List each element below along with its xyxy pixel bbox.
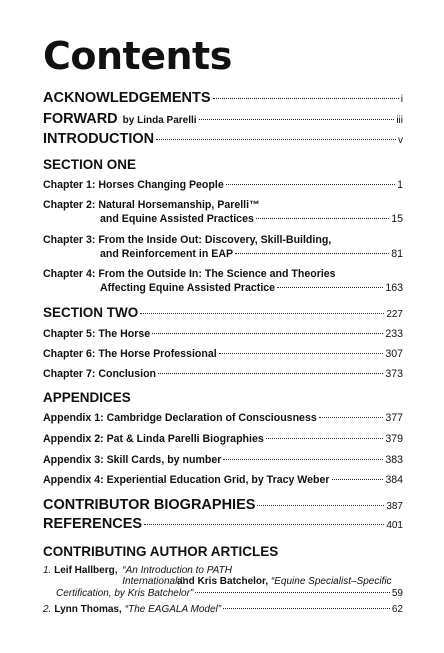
page-number: 163 [385,282,403,294]
page-number: 1 [397,179,403,191]
leader-dots [256,218,389,219]
entry-label: Chapter 1: Horses Changing People [43,179,224,191]
toc-entry-chapter-3[interactable] [43,248,403,260]
toc-entry-forward[interactable] [43,111,403,127]
toc-entry-acknowledgements[interactable] [43,90,403,106]
article-number: 1. [43,565,52,576]
leader-dots [223,459,383,460]
leader-dots [213,98,399,99]
page-number: 59 [391,588,403,599]
entry-label-continued: Affecting Equine Assisted Practice [100,282,276,294]
toc-entry-chapter-1[interactable] [43,179,403,191]
page-number: 15 [391,213,403,225]
toc-entry-chapter-4[interactable] [43,282,403,294]
leader-dots [266,438,384,439]
page-number: 401 [386,520,403,531]
leader-dots [223,608,390,609]
page-title: Contents [43,34,232,78]
page-number: i [400,94,403,105]
entry-label: Appendix 3: Skill Cards, by number [43,454,222,466]
toc-entry-appendix-1[interactable] [43,412,403,424]
toc-entry-contributor-biographies[interactable] [43,497,403,513]
page-number: 387 [386,501,403,512]
page-number: 377 [385,412,403,424]
article-title-2: “Equine Specialist–Specific [270,576,392,587]
articles-heading: CONTRIBUTING AUTHOR ARTICLES [43,544,279,559]
toc-entry-introduction[interactable] [43,131,403,147]
toc-entry-section-two[interactable] [43,305,403,320]
leader-dots [257,505,384,506]
toc-entry-article-2[interactable] [43,604,403,615]
page-number: v [398,135,403,146]
entry-label: REFERENCES [43,516,143,532]
page-number: 227 [386,309,403,320]
entry-label: Appendix 1: Cambridge Declaration of Consciousness [43,412,317,424]
page-number: 81 [391,248,403,260]
toc-entry-chapter-2[interactable] [43,213,403,225]
article-title: “An Introduction to PATH International,” [122,565,232,587]
leader-dots [199,119,395,120]
entry-label: Chapter 5: The Horse [43,328,151,340]
entry-label: CONTRIBUTOR BIOGRAPHIES [43,497,256,513]
toc-entry-appendix-3[interactable] [43,454,403,466]
chapter-2-line-1[interactable]: Chapter 2: Natural Horsemanship, Parelli™ [43,199,260,211]
section-one-heading: SECTION ONE [43,157,137,172]
page-number: 307 [385,348,403,360]
chapter-3-line-1[interactable]: Chapter 3: From the Inside Out: Discovery, Skill-Building, [43,234,332,246]
page-number: 384 [385,474,403,486]
page-number: iii [396,115,403,126]
leader-dots [195,592,390,593]
leader-dots [140,313,384,314]
leader-dots [144,524,384,525]
page-number: 379 [385,433,403,445]
entry-label: FORWARD [43,111,118,127]
article-author: Leif Hallberg, [54,565,118,576]
article-title: “The EAGALA Model” [124,604,222,615]
leader-dots [152,333,383,334]
toc-entry-chapter-7[interactable] [43,368,403,380]
toc-entry-references[interactable] [43,516,403,532]
leader-dots [277,287,383,288]
leader-dots [235,253,389,254]
page-number: 383 [385,454,403,466]
section-two-heading: SECTION TWO [43,305,139,320]
appendices-heading: APPENDICES [43,390,131,405]
page-number: 62 [391,604,403,615]
article-title-2-continued: Certification, by Kris Batchelor” [56,588,194,599]
article-number: 2. [43,604,52,615]
toc-entry-chapter-6[interactable] [43,348,403,360]
article-coauthor: and Kris Batchelor, [177,576,269,587]
entry-label-continued: and Equine Assisted Practices [100,213,254,225]
entry-byline: by Linda Parelli [122,115,197,126]
leader-dots [332,479,384,480]
entry-label-continued: and Reinforcement in EAP [100,248,234,260]
article-author: Lynn Thomas, [54,604,122,615]
toc-entry-chapter-5[interactable] [43,328,403,340]
entry-label: Appendix 2: Pat & Linda Parelli Biographies [43,433,264,445]
toc-entry-article-1[interactable] [43,588,403,599]
entry-label: ACKNOWLEDGEMENTS [43,90,211,106]
toc-entry-appendix-4[interactable] [43,474,403,486]
page-number: 233 [385,328,403,340]
leader-dots [319,417,384,418]
page-number: 373 [385,368,403,380]
article-1-line-2[interactable] [43,576,403,587]
entry-label: Appendix 4: Experiential Education Grid, by Tracy Weber [43,474,330,486]
toc-entry-appendix-2[interactable] [43,433,403,445]
entry-label: INTRODUCTION [43,131,155,147]
leader-dots [226,184,395,185]
leader-dots [158,373,383,374]
leader-dots [219,353,384,354]
chapter-4-line-1[interactable]: Chapter 4: From the Outside In: The Science and Theories [43,268,336,280]
entry-label: Chapter 7: Conclusion [43,368,157,380]
entry-label: Chapter 6: The Horse Professional [43,348,217,360]
leader-dots [156,139,396,140]
